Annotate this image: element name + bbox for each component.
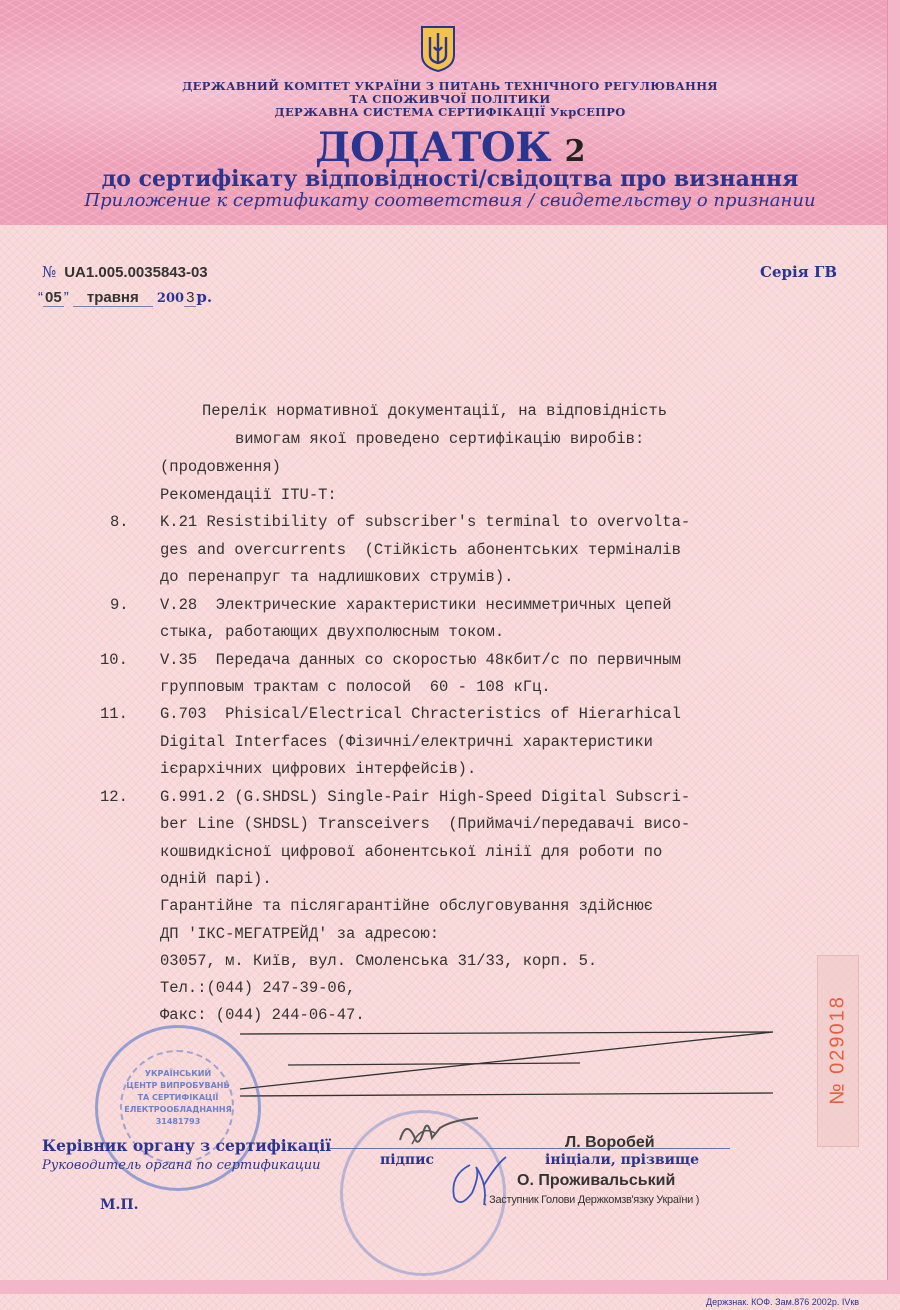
certificate-date: “ 05 ” травня 200 3 р. <box>38 288 213 306</box>
item-line: кошвидкісної цифрової абонентської лінії для роботи по <box>160 843 663 861</box>
signer-role-ua: Керівник органу з сертифікації <box>42 1136 332 1155</box>
item-line: групповым трактам с полосой 60 - 108 кГц. <box>160 678 551 696</box>
item-number: 8. <box>110 513 129 531</box>
title-number: 2 <box>564 134 585 169</box>
certificate-number <box>42 263 208 281</box>
item-line: V.35 Передача данных со скоростью 48кбит/с по первичным <box>160 651 681 669</box>
date-year-prefix: 200 <box>156 291 185 306</box>
stamp-line: ЦЕНТР ВИПРОБУВАНЬ <box>126 1081 230 1090</box>
item-line: Digital Interfaces (Фізичні/електричні характеристики <box>160 733 653 751</box>
document-title <box>0 124 900 171</box>
agency-line-3: ДЕРЖАВНА СИСТЕМА СЕРТИФІКАЦІЇ УкрСЕПРО <box>274 105 626 119</box>
item-line: V.28 Электрические характеристики несимметричных цепей <box>160 596 672 614</box>
serial-number: № 029018 <box>826 995 849 1105</box>
item-line: G.703 Phisical/Electrical Chracteristics of Hierarhical <box>160 705 681 723</box>
agency-line-1: ДЕРЖАВНИЙ КОМІТЕТ УКРАЇНИ З ПИТАНЬ ТЕХНІЧНОГО РЕГУЛЮВАННЯ <box>182 79 718 93</box>
subtitle-ua: до сертифікату відповідності/свідоцтва про визнання <box>101 166 799 192</box>
agency-line-2: ТА СПОЖИВЧОЇ ПОЛІТИКИ <box>349 92 551 106</box>
item-line: одній парі). <box>160 870 272 888</box>
title-text: ДОДАТОК <box>315 124 552 171</box>
continuation-label: (продовження) <box>160 458 281 476</box>
signer-position: ( Заступник Голови Держкомзв'язку України ) <box>483 1194 700 1206</box>
service-line: ДП 'ІКС-МЕГАТРЕЙД' за адресою: <box>160 925 440 943</box>
initials-label: ініціали, прізвище <box>545 1152 700 1168</box>
stamp-line: ЕЛЕКТРООБЛАДНАННЯ <box>124 1105 232 1114</box>
item-number: 9. <box>110 596 129 614</box>
stamp-line: 31481793 <box>155 1117 201 1126</box>
service-line: Факс: (044) 244-06-47. <box>160 1006 365 1024</box>
signature-line <box>330 1148 730 1149</box>
item-line: K.21 Resistibility of subscriber's terminal to overvolta- <box>160 513 691 531</box>
item-line: до перенапруг та надлишкових струмів). <box>160 568 514 586</box>
trident-coat-of-arms-icon <box>420 25 456 73</box>
printer-imprint: Держзнак. КОФ. Зам.876 2002р. IVкв <box>706 1297 860 1307</box>
item-line: ges and overcurrents (Стійкість абонентських терміналів <box>160 541 681 559</box>
item-number: 10. <box>100 651 128 669</box>
date-year-suffix: 3 <box>186 289 195 306</box>
item-number: 12. <box>100 788 128 806</box>
item-number: 11. <box>100 705 128 723</box>
intro-line-2: вимогам якої проведено сертифікацію виробів: <box>235 430 645 448</box>
intro-line-1: Перелік нормативної документації, на відповідність <box>202 402 668 420</box>
service-line: Тел.:(044) 247-39-06, <box>160 979 356 997</box>
item-line: ber Line (SHDSL) Transceivers (Приймачі/передавачі висо- <box>160 815 691 833</box>
blue-signature-icon <box>440 1145 510 1215</box>
certificate-series: Серія ГВ <box>760 263 838 281</box>
signature-label: підпис <box>380 1152 435 1168</box>
date-year-unit: р. <box>196 288 213 306</box>
service-line: Гарантійне та післягарантійне обслуговування здійснює <box>160 897 653 915</box>
stamp-line: ТА СЕРТИФІКАЦІЇ <box>137 1093 219 1102</box>
date-month: травня <box>73 289 153 307</box>
bottom-border <box>0 1280 900 1294</box>
service-line: 03057, м. Київ, вул. Смоленська 31/33, корп. 5. <box>160 952 598 970</box>
item-line: ієрархічних цифрових інтерфейсів). <box>160 760 477 778</box>
number-symbol: № <box>42 263 57 281</box>
stamp-line: УКРАЇНСЬКИЙ <box>144 1069 212 1078</box>
subtitle-ru: Приложение к сертификату соответствия / свидетельству о признании <box>84 190 816 211</box>
date-day: 05 <box>45 289 62 306</box>
section-heading: Рекомендації ITU-T: <box>160 486 337 504</box>
primary-name: Л. Воробей <box>565 1134 655 1151</box>
seal-place-label: М.П. <box>100 1197 139 1213</box>
item-line: G.991.2 (G.SHDSL) Single-Pair High-Speed Digital Subscri- <box>160 788 691 806</box>
signer-role-ru: Руководитель органа по сертификации <box>42 1158 321 1173</box>
certificate-number-value: UA1.005.0035843-03 <box>64 264 208 281</box>
stamp-text <box>120 1068 236 1128</box>
signer-name: О. Проживальський <box>517 1172 676 1189</box>
item-line: стыка, работающих двухполюсным током. <box>160 623 505 641</box>
